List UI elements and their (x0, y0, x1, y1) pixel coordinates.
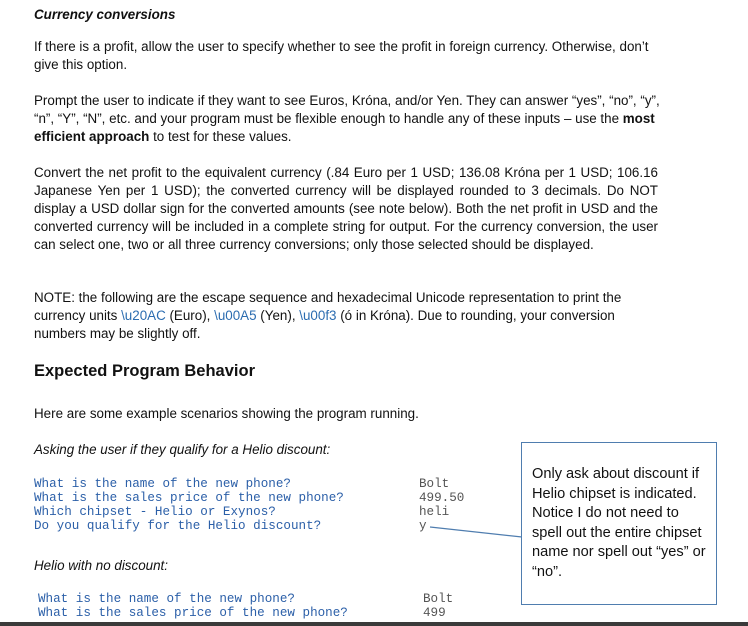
paragraph-note-unicode (34, 289, 662, 343)
scenario2-prompts (38, 592, 348, 620)
console-prompt: What is the sales price of the new phone? (34, 491, 344, 505)
para4-text1: (Euro), (165, 308, 215, 323)
bottom-border (0, 622, 748, 626)
console-prompt: What is the name of the new phone? (38, 592, 295, 606)
console-answer: 499 (423, 606, 446, 620)
section-title: Currency conversions (34, 7, 176, 22)
code-euro: \u20AC (121, 308, 166, 323)
scenario2-caption: Helio with no discount: (34, 558, 168, 573)
para4-text2: (Yen), (256, 308, 300, 323)
para4-lead: NOTE: the following are the escape sequence and hexadecimal Unicode representation to print the currency units (34, 290, 622, 323)
expected-behavior-heading: Expected Program Behavior (34, 362, 255, 380)
callout-box (521, 442, 717, 605)
paragraph-profit-option: If there is a profit, allow the user to specify whether to see the profit in foreign currency. Otherwise, don’t give this option. (34, 39, 649, 72)
console-answer: Bolt (419, 477, 450, 491)
code-o-acute: \u00f3 (299, 308, 337, 323)
console-answer: 499.50 (419, 491, 465, 505)
scenarios-intro: Here are some example scenarios showing the program running. (34, 406, 419, 421)
console-prompt: What is the name of the new phone? (34, 477, 291, 491)
callout-connector (428, 520, 524, 542)
code-yen: \u00A5 (214, 308, 257, 323)
console-prompt: What is the sales price of the new phone? (38, 606, 348, 620)
callout-text: Only ask about discount if Helio chipset is indicated. Notice I do not need to spell out the entire chipset name nor spell out “yes” or “no”. (532, 466, 706, 580)
console-prompt: Do you qualify for the Helio discount? (34, 519, 322, 533)
console-answer: Bolt (423, 592, 454, 606)
paragraph-convert-profit: Convert the net profit to the equivalent currency (.84 Euro per 1 USD; 136.08 Króna per 1 USD; 106.16 Japanese Yen per 1 USD); the converted currency will be displayed rounded to 3 decimals. Do NOT display a USD dollar sign for the converted amounts (see note below). Both the net profit in USD and the converted currency will be included in a complete string for output. For the currency conversion, the user can select one, two or all three currency conversions; only those selected should be displayed. (34, 165, 658, 252)
console-answer: y (419, 519, 427, 533)
console-answer: heli (419, 505, 450, 519)
console-prompt: Which chipset - Helio or Exynos? (34, 505, 276, 519)
scenario2-answers (423, 592, 453, 620)
paragraph-prompt-currency (34, 92, 664, 146)
para2-tail: to test for these values. (149, 129, 292, 144)
para2-text: Prompt the user to indicate if they want to see Euros, Króna, and/or Yen. They can answer “yes”, “no”, “y”, “n”, “Y”, “N”, etc. and your program must be flexible enough to handle any of these inputs – use the (34, 93, 660, 126)
para4-text3: (ó in Króna). Due to rounding, your conversion numbers may be slightly off. (34, 308, 615, 341)
para2-bold: most efficient approach (34, 111, 655, 144)
scenario1-prompts (34, 477, 344, 533)
scenario1-caption: Asking the user if they qualify for a Helio discount: (34, 442, 331, 457)
